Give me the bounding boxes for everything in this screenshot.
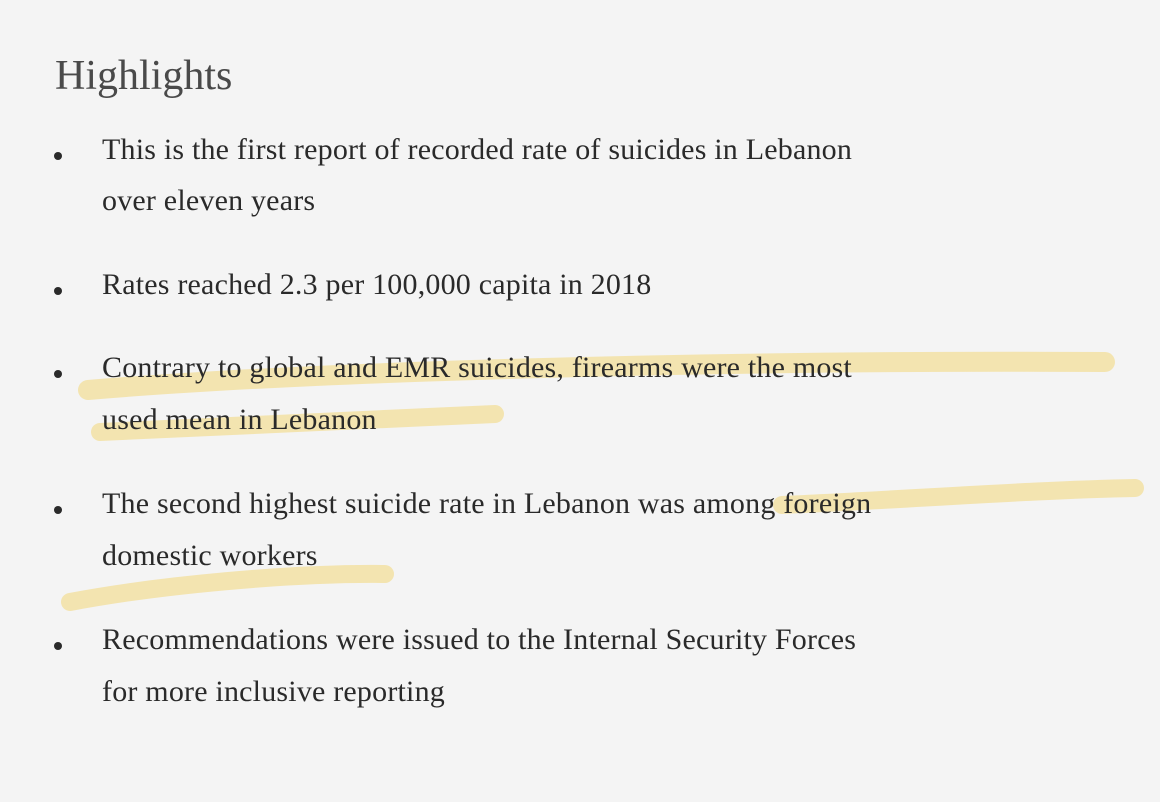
bullet-icon xyxy=(54,642,62,650)
list-item-line: Rates reached 2.3 per 100,000 capita in 2018 xyxy=(102,268,652,301)
list-item-line: used mean in Lebanon xyxy=(102,403,377,436)
bullet-icon xyxy=(54,152,62,160)
list-item-line: The second highest suicide rate in Lebanon was among foreign xyxy=(102,487,872,520)
list-item-line: This is the first report of recorded rate of suicides in Lebanon xyxy=(102,133,853,166)
bullet-icon xyxy=(54,287,62,295)
list-item-line: domestic workers xyxy=(102,539,318,572)
bullet-icon xyxy=(54,370,62,378)
list-item-line: Recommendations were issued to the Internal Security Forces xyxy=(102,623,857,656)
bullet-icon xyxy=(54,506,62,514)
list-item-line: for more inclusive reporting xyxy=(102,675,445,708)
list-item-line: Contrary to global and EMR suicides, firearms were the most xyxy=(102,351,852,384)
list-item-line: over eleven years xyxy=(102,184,316,217)
page-title: Highlights xyxy=(55,53,233,99)
highlight-stroke xyxy=(70,574,385,602)
